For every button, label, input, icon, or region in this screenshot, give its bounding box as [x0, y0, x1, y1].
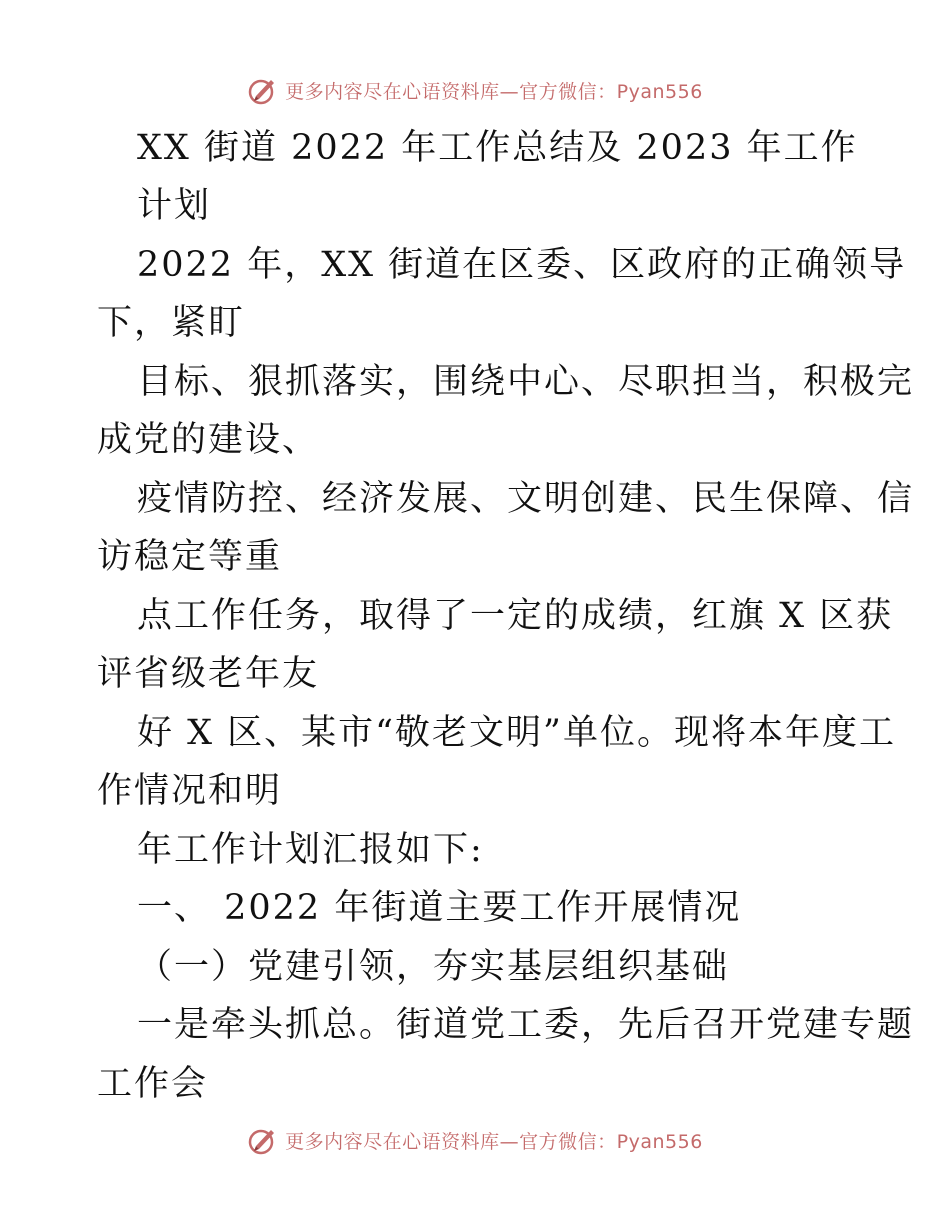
- doc-line: 工作会: [97, 1064, 209, 1104]
- doc-line: 计划: [137, 186, 212, 226]
- doc-line: 作情况和明: [97, 771, 283, 811]
- doc-line: 2022 年，XX 街道在区委、区政府的正确领导: [137, 245, 907, 285]
- section-heading: 一、 2022 年街道主要工作开展情况: [137, 888, 742, 928]
- watermark-text: 更多内容尽在心语资料库—官方微信：Pyan556: [285, 80, 703, 103]
- doc-line: 目标、狠抓落实，围绕中心、尽职担当，积极完: [137, 362, 915, 402]
- watermark-group: [247, 1124, 703, 1156]
- doc-line: 下，紧盯: [97, 303, 246, 343]
- header-watermark: [0, 70, 950, 110]
- doc-line: 疫情防控、经济发展、文明创建、民生保障、信: [137, 479, 915, 519]
- doc-line: 访稳定等重: [97, 537, 283, 577]
- subsection-heading: （一）党建引领，夯实基层组织基础: [137, 947, 730, 987]
- watermark-text: 更多内容尽在心语资料库—官方微信：Pyan556: [285, 1130, 703, 1153]
- pen-logo-icon: [247, 1124, 279, 1156]
- pen-logo-icon: [247, 74, 279, 106]
- doc-line: 评省级老年友: [97, 654, 320, 694]
- footer-watermark: [0, 1120, 950, 1160]
- doc-line: XX 街道 2022 年工作总结及 2023 年工作: [137, 128, 858, 168]
- doc-line: 成党的建设、: [97, 420, 320, 460]
- doc-line: 好 X 区、某市“敬老文明”单位。现将本年度工: [137, 713, 896, 753]
- doc-line: 年工作计划汇报如下:: [137, 830, 484, 870]
- watermark-group: [247, 74, 703, 106]
- doc-line: 一是牵头抓总。街道党工委，先后召开党建专题: [137, 1005, 915, 1045]
- doc-line: 点工作任务，取得了一定的成绩，红旗 X 区获: [137, 596, 894, 636]
